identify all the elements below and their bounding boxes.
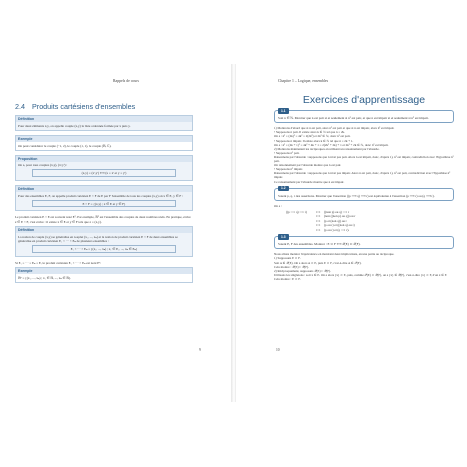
solution-3 <box>274 252 454 281</box>
solution-line: • Supposons n impair. Il existe alors k ∈ ℕ tel que n = 2k + 1. <box>274 138 354 143</box>
derivation <box>286 210 454 232</box>
derivation-lhs <box>286 228 316 232</box>
page-number: 10 <box>276 348 280 352</box>
running-head: Chapitre 1 – Logique, ensembles <box>278 79 329 83</box>
box-heading: Définition <box>16 186 192 192</box>
section-title <box>15 102 193 111</box>
exercise-statement: Soient E, F des ensembles. Montrer : E ⊂ F ⟺ 𝒫(E) ⊂ 𝒫(F). <box>278 242 361 247</box>
derivation-op: ⟺ <box>316 214 321 219</box>
derivation-op: ⟺ <box>316 223 321 228</box>
derivation-row <box>286 228 454 232</box>
box-heading: Exemple <box>16 268 192 274</box>
box-body: On peut considérer le couple (−1, 2), le couple (1, 1), le couple (ℝ, ℂ). <box>18 143 112 148</box>
left-page-content <box>15 102 193 287</box>
box-body <box>16 162 192 180</box>
derivation-op: ⟺ <box>316 210 321 214</box>
definition-box <box>15 226 193 257</box>
derivation-lhs: ((p ⟹ q) ⟹ r) <box>286 210 307 214</box>
box-heading: Proposition <box>16 156 192 162</box>
exercise-badge: 1.3 <box>278 234 289 240</box>
book-spread <box>3 64 464 402</box>
exercise-box <box>274 236 454 249</box>
proposition-box <box>15 155 193 181</box>
page-number: 9 <box>199 348 201 352</box>
page-title: Exercices d'apprentissage <box>302 94 426 106</box>
derivation-op: ⟺ <box>316 227 321 232</box>
derivation-rhs: (p ou r) et ((non q) ou r) <box>324 223 355 228</box>
box-body: Pour deux éléments x,y, on appelle couple (x,y) la liste ordonnée formée par x puis y. <box>18 123 131 128</box>
right-page <box>236 64 464 402</box>
solution-line: On raisonnement par l'absurde montre que n est pair. <box>274 163 342 168</box>
solution-line: On a : n² = (2k + 1)² = 4k² + 4k + 1 = 2(2k² + 2k) + 1 et 2k² + 2k ∈ ℕ, donc n² est impair. <box>274 142 389 147</box>
solution-line: Raisonnons par l'absurde : supposons que n n'est pas pair. Alors n est impair, donc, d'après 1), n² est impair, contradiction avec l'hypothèse n² pair. <box>274 154 454 164</box>
definition-box <box>15 115 193 131</box>
example-box <box>15 267 193 283</box>
solution-line: • Supposons n pair. Il existe alors k ∈ ℕ tel que n = 2k. <box>274 130 345 135</box>
exercise-statement: Soient p, q, r des assertions. Montrer que l'assertion ((p ⟹ q) ⟹ r) est équivalente à l'assertion (p ⟹ r) ou (q ⟹ r). <box>278 193 435 198</box>
box-heading: Exemple <box>16 136 192 142</box>
section-heading: Produits cartésiens d'ensembles <box>32 102 136 111</box>
running-head: Rappels de cours <box>113 79 139 83</box>
definition-box <box>15 185 193 211</box>
solution-line: Ce raisonnement par l'absurde montre que n est impair. <box>274 179 345 184</box>
right-page-content <box>274 94 454 281</box>
box-text: On a, pour tous couples (x,y), (x',y') : <box>18 163 68 168</box>
solution-1 <box>274 126 454 183</box>
exercise-box <box>274 110 454 123</box>
solution-line: • Supposons n² pair. <box>274 150 300 155</box>
solution-intro: On a : <box>274 203 282 208</box>
box-body <box>16 233 192 255</box>
solution-line: Cela montre : 𝒫(E) ⊂ 𝒫(F). <box>274 264 309 269</box>
section-number: 2.4 <box>15 102 25 111</box>
box-text: Pour des ensembles E, F, on appelle produit cartésien E × F de E par F l'ensemble de tous les couples (x,y) où x ∈ E, y ∈ F : <box>18 193 183 198</box>
box-text: La notion de couple (x,y) se généralise en n-uplet (x₁, ..., xₙ) et la notion de produit cartésien E × F de deux ensembles se généralise en produit cartésien E₁ × ··· × Eₙ de plusieurs ensembles : <box>18 234 178 244</box>
solution-line: Cela montre : E ⊂ F. <box>274 276 301 281</box>
solution-line: Soit A ∈ 𝒫(E). On a alors A ⊂ E, puis E ⊂ F, c'est-à-dire A ∈ 𝒫(F). <box>274 260 362 265</box>
exercise-box <box>274 188 454 201</box>
derivation-rhs: (p et (non q)) ou r <box>324 218 347 223</box>
exercise-badge: 1.1 <box>278 108 289 114</box>
derivation-rhs: (p ou r) et (q ⟹ r). <box>324 227 350 232</box>
body-paragraph: Le produit cartésien E × E est souvent noté E². Par exemple, ℝ² est l'ensemble des couples de deux nombres réels. En pratique, écrire z ∈ E × F, c'est écrire : il existe x ∈ E et y ∈ F tels que z = (x,y). <box>15 215 191 224</box>
exercise-badge: 1.2 <box>278 186 289 192</box>
derivation-rhs: ((non p) ou q) ⟹ r <box>324 210 350 214</box>
formula: E × F = {(x,y) ; x ∈ E et y ∈ F} <box>32 200 176 208</box>
solution-line: • Supposons n² impair. <box>274 167 303 172</box>
example-box <box>15 135 193 151</box>
derivation-op: ⟺ <box>316 218 321 223</box>
solution-line: Utilisons les singletons : soit x ∈ E. On a alors {x} ⊂ E, puis, comme 𝒫(E) ⊂ 𝒫(F), on a {x} ∈ 𝒫(F), c'est-à-dire {x} ⊂ F, d'où x ∈ F. <box>274 272 448 277</box>
box-heading: Définition <box>16 227 192 233</box>
solution-line: 2) Montrons maintenant les réciproques en utilisant un raisonnement par l'absurde. <box>274 146 380 151</box>
left-page <box>3 64 231 402</box>
box-body: ℝⁿ = {(x₁, ..., xₙ) ; x₁ ∈ ℝ, ..., xₙ ∈ ℝ}. <box>18 275 72 280</box>
formula: E₁ × ··· × Eₙ = {(x₁, ..., xₙ) ; x₁ ∈ E₁, ..., xₙ ∈ Eₙ} <box>32 245 176 253</box>
solution-line: 1) Montrons d'abord que si n est pair, alors n² est pair et que si n est impair, alors n² est impair. <box>274 126 395 131</box>
exercise-statement: Soit n ∈ ℕ. Montrer que n est pair si et seulement si n² est pair, et que n est impair si et seulement si n² est impair. <box>278 116 429 120</box>
solution-line: Nous allons montrer l'équivalence en montrant deux implications, en une partie au réciproque. <box>274 252 395 257</box>
solution-line: Raisonnons par l'absurde : supposons que n n'est pas impair. Alors n est pair, donc, d'après 1), n² est pair, contradiction avec l'hypothèse n² impair. <box>274 171 451 180</box>
box-body <box>16 192 192 210</box>
derivation-rhs: (non ((non p) ou q)) ou r <box>324 214 356 219</box>
box-heading: Définition <box>16 116 192 122</box>
solution-line: 2) Réciproquement, supposons 𝒫(E) ⊂ 𝒫(F). <box>274 268 332 273</box>
body-paragraph: Si E₁ = ··· = Eₙ = E, le produit cartésien E₁ × ··· × Eₙ est noté Eⁿ. <box>15 260 102 265</box>
formula: (x,y) = (x',y') ⟺ (x = x' et y = y') <box>32 169 176 177</box>
solution-line: 1) Supposons E ⊂ F. <box>274 256 301 261</box>
solution-line: On a : n² = (2k)² = 4k² = 2(2k²) et 2k² ∈ ℕ, donc n² est pair. <box>274 134 351 139</box>
